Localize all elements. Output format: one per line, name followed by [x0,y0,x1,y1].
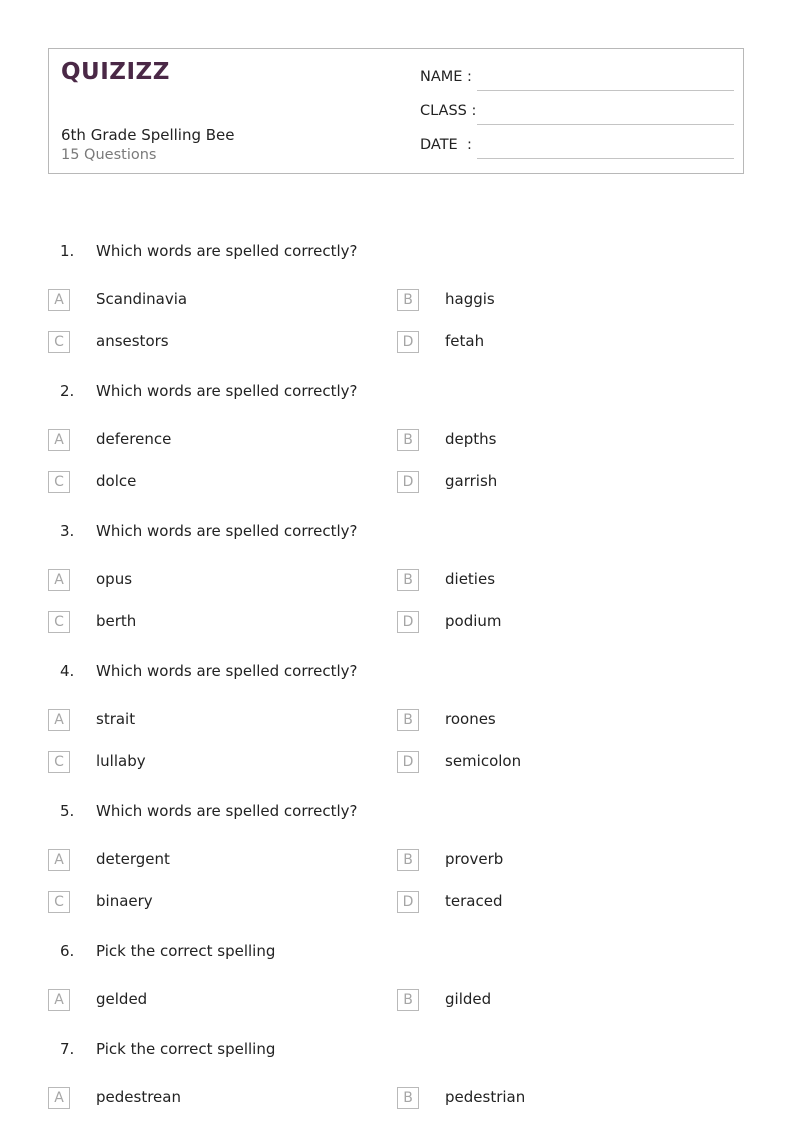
option-d[interactable] [397,331,727,355]
option-d[interactable] [397,611,727,635]
option-text: roones [445,710,496,728]
option-letter-box: B [397,569,419,591]
name-label: NAME : [420,69,472,85]
option-text: fetah [445,332,485,350]
option-c[interactable] [48,331,378,355]
option-b[interactable] [397,849,727,873]
option-letter-box: C [48,891,70,913]
option-letter-box: B [397,709,419,731]
option-text: proverb [445,850,504,868]
worksheet-title: 6th Grade Spelling Bee [61,126,235,144]
option-text: dieties [445,570,496,588]
option-letter-box: C [48,611,70,633]
option-letter-box: B [397,429,419,451]
question-number: 5. [60,802,75,820]
question-text: Which words are spelled correctly? [96,382,358,400]
option-letter-box: B [397,1087,419,1109]
option-c[interactable] [48,891,378,915]
question-text: Pick the correct spelling [96,1040,276,1058]
question-number: 2. [60,382,75,400]
option-letter-box: A [48,989,70,1011]
option-letter-box: B [397,289,419,311]
option-text: gilded [445,990,492,1008]
option-c[interactable] [48,751,378,775]
option-text: Scandinavia [96,290,188,308]
name-line [477,90,734,91]
option-a[interactable] [48,1087,378,1111]
option-letter-box: C [48,471,70,493]
option-letter-box: D [397,611,419,633]
question-number: 6. [60,942,75,960]
option-letter-box: A [48,289,70,311]
option-letter-box: D [397,471,419,493]
option-letter-box: A [48,569,70,591]
option-letter-box: B [397,989,419,1011]
option-text: ansestors [96,332,169,350]
option-letter-box: A [48,429,70,451]
option-text: semicolon [445,752,522,770]
option-text: garrish [445,472,498,490]
option-text: pedestrian [445,1088,526,1106]
option-a[interactable] [48,289,378,313]
name-field[interactable] [420,69,734,93]
option-text: gelded [96,990,148,1008]
option-d[interactable] [397,891,727,915]
option-text: deference [96,430,172,448]
question-text: Which words are spelled correctly? [96,662,358,680]
option-c[interactable] [48,611,378,635]
option-letter-box: D [397,751,419,773]
option-b[interactable] [397,989,727,1013]
question-text: Which words are spelled correctly? [96,242,358,260]
question-text: Which words are spelled correctly? [96,522,358,540]
option-text: strait [96,710,136,728]
option-b[interactable] [397,289,727,313]
option-b[interactable] [397,429,727,453]
date-label: DATE : [420,137,472,153]
option-a[interactable] [48,709,378,733]
class-line [477,124,734,125]
option-text: berth [96,612,137,630]
option-d[interactable] [397,751,727,775]
option-letter-box: A [48,849,70,871]
option-text: depths [445,430,497,448]
option-c[interactable] [48,471,378,495]
question-text: Which words are spelled correctly? [96,802,358,820]
option-letter-box: B [397,849,419,871]
worksheet-header [48,48,744,174]
question-number: 7. [60,1040,75,1058]
question-text: Pick the correct spelling [96,942,276,960]
option-b[interactable] [397,1087,727,1111]
option-b[interactable] [397,569,727,593]
option-text: pedestrean [96,1088,181,1106]
class-label: CLASS : [420,103,477,119]
option-b[interactable] [397,709,727,733]
option-letter-box: D [397,891,419,913]
option-letter-box: A [48,1087,70,1109]
option-a[interactable] [48,569,378,593]
option-text: binaery [96,892,153,910]
quizizz-logo: QUIZIZZ [61,59,170,85]
option-letter-box: A [48,709,70,731]
question-number: 3. [60,522,75,540]
option-letter-box: D [397,331,419,353]
option-text: lullaby [96,752,146,770]
date-line [477,158,734,159]
option-a[interactable] [48,849,378,873]
option-text: haggis [445,290,495,308]
option-text: teraced [445,892,503,910]
option-text: podium [445,612,502,630]
option-text: opus [96,570,133,588]
class-field[interactable] [420,103,734,127]
option-d[interactable] [397,471,727,495]
date-field[interactable] [420,137,734,161]
option-letter-box: C [48,331,70,353]
option-text: detergent [96,850,170,868]
question-count: 15 Questions [61,147,157,163]
option-letter-box: C [48,751,70,773]
option-a[interactable] [48,989,378,1013]
option-text: dolce [96,472,137,490]
question-number: 1. [60,242,75,260]
question-number: 4. [60,662,75,680]
option-a[interactable] [48,429,378,453]
